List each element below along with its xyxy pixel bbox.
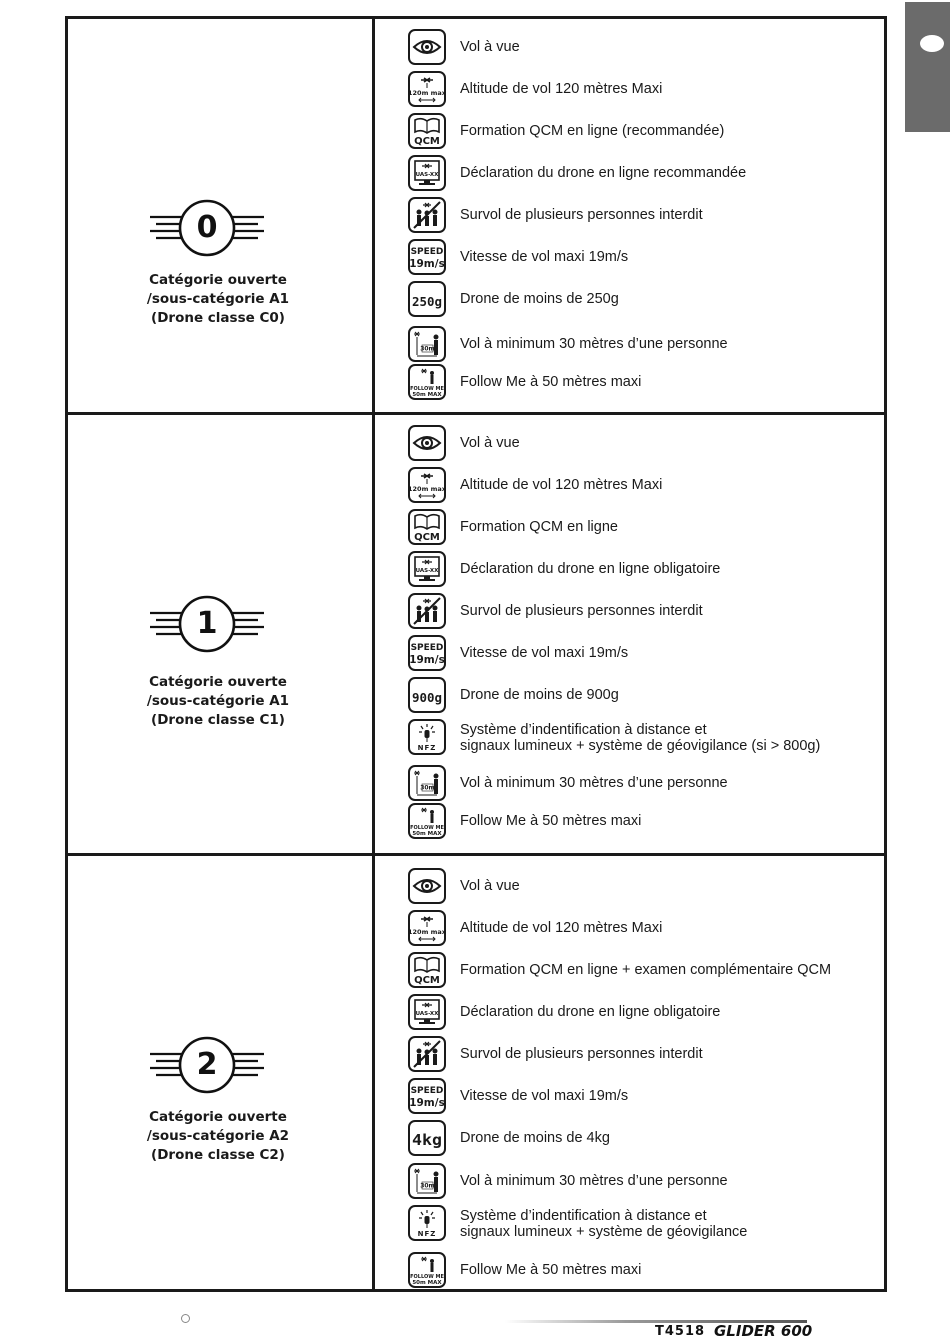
rule-item	[408, 994, 908, 1030]
rule-text	[460, 813, 641, 829]
rule-text-line: Système d’indentification à distance et	[460, 1208, 707, 1224]
category-label-line: (Drone classe C0)	[151, 310, 285, 326]
follow-me-icon	[408, 364, 446, 400]
svg-text:19m/s: 19m/s	[409, 1097, 445, 1109]
rule-item	[408, 1120, 908, 1156]
svg-text:30m: 30m	[420, 784, 435, 792]
speed-icon	[408, 239, 446, 275]
rule-text-line: Vitesse de vol maxi 19m/s	[460, 1088, 629, 1104]
rule-text-line: Déclaration du drone en ligne recommandée	[460, 165, 747, 181]
rule-text	[460, 81, 662, 97]
rule-text	[460, 687, 619, 703]
svg-text:50m MAX: 50m MAX	[412, 392, 442, 398]
rule-text	[460, 603, 703, 619]
rule-text	[460, 1004, 720, 1020]
nfz-icon	[408, 719, 446, 755]
rule-text-line: Vitesse de vol maxi 19m/s	[460, 249, 629, 265]
rule-text	[460, 878, 520, 894]
rule-text-line: Formation QCM en ligne + examen complémentaire QCM	[460, 962, 832, 978]
rule-text-line: Vol à minimum 30 mètres d’une personne	[460, 1173, 728, 1189]
speed-icon	[408, 635, 446, 671]
section-tab	[905, 2, 950, 132]
svg-text:120m max: 120m max	[408, 485, 446, 493]
rule-item	[408, 1163, 908, 1199]
rule-item	[408, 1036, 908, 1072]
rule-text-line: Follow Me à 50 mètres maxi	[460, 813, 642, 829]
rule-text	[460, 39, 520, 55]
svg-text:QCM: QCM	[414, 975, 440, 986]
footer-brand: GLIDER 600	[714, 1322, 813, 1340]
rule-item	[408, 239, 908, 275]
distance-person-icon	[408, 1163, 446, 1199]
rule-text	[460, 336, 728, 352]
svg-text:FOLLOW ME: FOLLOW ME	[410, 825, 444, 831]
altitude-icon	[408, 910, 446, 946]
svg-text:250g: 250g	[412, 294, 442, 309]
rule-text-line: Déclaration du drone en ligne obligatoire	[460, 1004, 721, 1020]
rule-text	[460, 920, 662, 936]
no-crowd-icon	[408, 197, 446, 233]
category-label-line: Catégorie ouverte	[149, 1109, 287, 1125]
rule-text-line: Survol de plusieurs personnes interdit	[460, 1046, 703, 1062]
svg-text:30m: 30m	[420, 345, 435, 353]
rule-item	[408, 71, 908, 107]
rule-item	[408, 509, 908, 545]
eye-icon	[408, 29, 446, 65]
rule-item	[408, 1205, 908, 1241]
rule-item	[408, 1252, 908, 1288]
category-badge-icon	[150, 1034, 270, 1096]
svg-text:NFZ: NFZ	[417, 744, 437, 752]
rule-text	[460, 249, 628, 265]
rule-item	[408, 364, 908, 400]
rule-text	[460, 645, 628, 661]
rule-item	[408, 29, 908, 65]
rule-text	[460, 1208, 747, 1240]
rule-text-line: Drone de moins de 900g	[460, 687, 619, 703]
svg-text:120m max: 120m max	[408, 928, 446, 936]
weight-icon	[408, 1120, 446, 1156]
rule-item	[408, 677, 908, 713]
rule-text-line: Vol à minimum 30 mètres d’une personne	[460, 775, 728, 791]
rule-text-line: signaux lumineux + système de géovigilance (si > 800g)	[460, 738, 821, 754]
svg-text:120m max: 120m max	[408, 89, 446, 97]
category-summary	[68, 856, 375, 1289]
rule-text-line: Vol à vue	[460, 39, 520, 55]
category-label	[68, 1108, 368, 1165]
category-table	[65, 16, 887, 1292]
rule-text	[460, 1262, 641, 1278]
rule-item	[408, 910, 908, 946]
rule-text	[460, 1130, 610, 1146]
svg-text:19m/s: 19m/s	[409, 654, 445, 666]
rule-text	[460, 561, 720, 577]
category-label	[68, 271, 368, 328]
eye-icon	[408, 868, 446, 904]
category-row	[68, 19, 884, 415]
category-label	[68, 673, 368, 730]
rule-text	[460, 477, 662, 493]
rule-text-line: Système d’indentification à distance et	[460, 722, 707, 738]
svg-text:19m/s: 19m/s	[409, 258, 445, 270]
svg-text:30m: 30m	[420, 1182, 435, 1190]
registration-screen-icon	[408, 155, 446, 191]
rule-item	[408, 765, 908, 801]
category-summary	[68, 415, 375, 853]
registration-screen-icon	[408, 551, 446, 587]
rule-item	[408, 425, 908, 461]
svg-text:900g: 900g	[412, 690, 442, 705]
svg-text:50m MAX: 50m MAX	[412, 1280, 442, 1286]
svg-text:4kg: 4kg	[412, 1131, 442, 1149]
rule-text-line: Altitude de vol 120 mètres Maxi	[460, 477, 663, 493]
category-badge-icon	[150, 593, 270, 655]
rule-text	[460, 374, 641, 390]
rule-text-line: Survol de plusieurs personnes interdit	[460, 207, 703, 223]
svg-text:UAS-XX: UAS-XX	[415, 1011, 439, 1017]
distance-person-icon	[408, 765, 446, 801]
qcm-book-icon	[408, 509, 446, 545]
speed-icon	[408, 1078, 446, 1114]
follow-me-icon	[408, 1252, 446, 1288]
category-label-line: (Drone classe C1)	[151, 712, 285, 728]
category-badge-icon	[150, 197, 270, 259]
qcm-book-icon	[408, 952, 446, 988]
rule-text-line: signaux lumineux + système de géovigilance	[460, 1224, 748, 1240]
rule-text-line: Déclaration du drone en ligne obligatoire	[460, 561, 721, 577]
rule-text-line: Follow Me à 50 mètres maxi	[460, 1262, 642, 1278]
category-row	[68, 415, 884, 856]
svg-text:50m MAX: 50m MAX	[412, 831, 442, 837]
rule-text-line: Vol à vue	[460, 878, 520, 894]
rule-text	[460, 291, 619, 307]
category-row	[68, 856, 884, 1289]
registration-screen-icon	[408, 994, 446, 1030]
rule-text	[460, 775, 728, 791]
category-summary	[68, 19, 375, 412]
rule-item	[408, 467, 908, 503]
svg-text:QCM: QCM	[414, 136, 440, 147]
rule-item	[408, 197, 908, 233]
rule-text-line: Vitesse de vol maxi 19m/s	[460, 645, 629, 661]
rules-list	[378, 19, 884, 412]
svg-text:QCM: QCM	[414, 532, 440, 543]
footer-product-code: T4518	[655, 1324, 706, 1339]
eye-icon	[408, 425, 446, 461]
svg-text:UAS-XX: UAS-XX	[415, 172, 439, 178]
category-label-line: /sous-catégorie A1	[146, 693, 290, 709]
follow-me-icon	[408, 803, 446, 839]
rule-text-line: Altitude de vol 120 mètres Maxi	[460, 920, 663, 936]
rule-item	[408, 551, 908, 587]
category-label-line: /sous-catégorie A1	[146, 291, 290, 307]
rule-text-line: Formation QCM en ligne (recommandée)	[460, 123, 725, 139]
qcm-book-icon	[408, 113, 446, 149]
svg-text:FOLLOW ME: FOLLOW ME	[410, 1274, 444, 1280]
rule-text	[460, 435, 520, 451]
rule-item	[408, 803, 908, 839]
category-label-line: (Drone classe C2)	[151, 1147, 285, 1163]
rule-text-line: Vol à vue	[460, 435, 520, 451]
category-label-line: Catégorie ouverte	[149, 272, 287, 288]
nfz-icon	[408, 1205, 446, 1241]
svg-text:FOLLOW ME: FOLLOW ME	[410, 386, 444, 392]
rule-item	[408, 593, 908, 629]
rule-text	[460, 1173, 728, 1189]
no-crowd-icon	[408, 593, 446, 629]
category-number: 0	[196, 210, 218, 245]
rules-list	[378, 415, 884, 853]
rule-item	[408, 113, 908, 149]
distance-person-icon	[408, 326, 446, 362]
footer-circle-mark	[181, 1314, 190, 1323]
category-label-line: /sous-catégorie A2	[146, 1128, 290, 1144]
weight-icon	[408, 677, 446, 713]
rule-text-line: Drone de moins de 4kg	[460, 1130, 610, 1146]
category-number: 1	[196, 606, 218, 641]
altitude-icon	[408, 467, 446, 503]
rule-item	[408, 281, 908, 317]
svg-text:SPEED: SPEED	[410, 1086, 444, 1096]
rule-item	[408, 719, 908, 755]
svg-text:SPEED: SPEED	[410, 247, 444, 257]
rule-text	[460, 207, 703, 223]
weight-icon	[408, 281, 446, 317]
no-crowd-icon	[408, 1036, 446, 1072]
altitude-icon	[408, 71, 446, 107]
rule-text-line: Survol de plusieurs personnes interdit	[460, 603, 703, 619]
svg-text:NFZ: NFZ	[417, 1230, 437, 1238]
svg-text:UAS-XX: UAS-XX	[415, 568, 439, 574]
rule-item	[408, 635, 908, 671]
rule-text-line: Vol à minimum 30 mètres d’une personne	[460, 336, 728, 352]
rule-item	[408, 326, 908, 362]
rule-text-line: Altitude de vol 120 mètres Maxi	[460, 81, 663, 97]
rules-list	[378, 856, 884, 1289]
rule-text	[460, 1046, 703, 1062]
rule-text-line: Follow Me à 50 mètres maxi	[460, 374, 642, 390]
rule-text	[460, 519, 618, 535]
rule-text	[460, 123, 724, 139]
category-label-line: Catégorie ouverte	[149, 674, 287, 690]
category-number: 2	[196, 1047, 218, 1082]
svg-text:SPEED: SPEED	[410, 643, 444, 653]
rule-item	[408, 868, 908, 904]
rule-item	[408, 1078, 908, 1114]
rule-text-line: Drone de moins de 250g	[460, 291, 619, 307]
rule-item	[408, 952, 908, 988]
rule-text	[460, 962, 831, 978]
rule-item	[408, 155, 908, 191]
rule-text-line: Formation QCM en ligne	[460, 519, 618, 535]
section-tab-marker	[920, 35, 944, 52]
rule-text	[460, 165, 746, 181]
rule-text	[460, 1088, 628, 1104]
rule-text	[460, 722, 820, 754]
